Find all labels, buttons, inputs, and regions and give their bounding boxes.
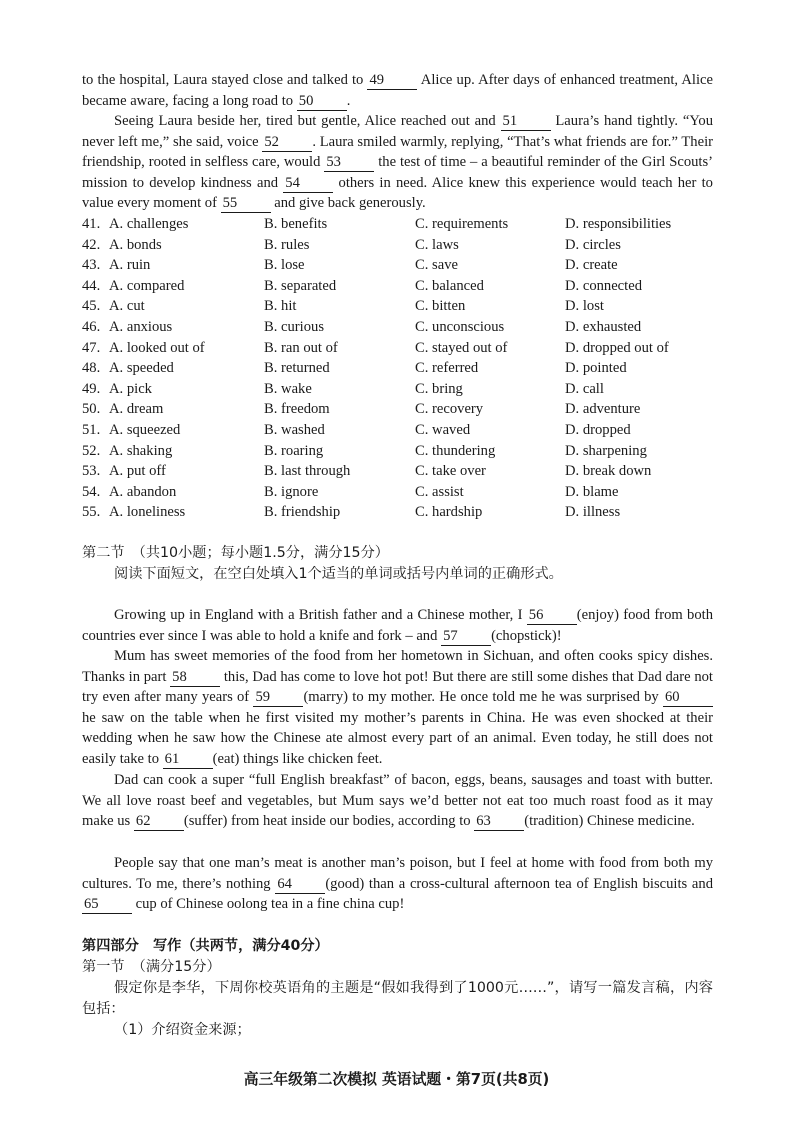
blank-57: 57 — [441, 628, 491, 646]
option-row — [82, 338, 722, 359]
text-segment: . Laura smiled warmly, replying, “That’s what friends are for.” Their friendship, rooted in selfless care, would — [82, 133, 713, 171]
option-row — [82, 276, 722, 297]
part4-prompt: 假定你是李华，下周你校英语角的主题是“假如我得到了1000元……”，请写一篇发言稿，内容包括： — [82, 980, 713, 1017]
option-b: B. curious — [264, 319, 324, 335]
page-footer: 高三年级第二次模拟 英语试题・第7页(共8页) — [243, 1071, 550, 1088]
option-d: D. adventure — [565, 401, 641, 418]
option-d: D. lost — [565, 298, 604, 315]
option-d: D. connected — [565, 277, 642, 294]
text-segment: and give back generously. — [274, 195, 426, 212]
option-d: D. create — [565, 257, 618, 274]
option-c: C. take over — [415, 463, 486, 480]
option-a: A. anxious — [109, 319, 173, 335]
text-segment: (marry) to my mother. He once told me he was surprised by — [303, 689, 659, 706]
question-number: 51. — [82, 422, 101, 438]
text-segment: this, Dad has come to love hot pot! But there are still some dishes that Dad dare not try even after many years of — [82, 668, 713, 706]
option-b: B. washed — [264, 422, 325, 438]
option-a: A. compared — [109, 277, 185, 294]
option-row — [82, 296, 722, 317]
option-row — [82, 420, 722, 441]
text-segment: (eat) things like chicken feet. — [212, 750, 383, 767]
text-segment: (enjoy) food from both countries ever since I was able to hold a knife and fork – and — [82, 607, 713, 644]
option-c: C. referred — [415, 360, 479, 377]
question-number: 42. — [82, 236, 101, 253]
option-d: D. circles — [565, 236, 621, 253]
option-b: B. returned — [264, 360, 330, 377]
blank-60: 60 — [663, 689, 713, 707]
text-segment: People say that one man’s meat is another man’s poison, but I feel at home with food from both my cultures. To me, there’s nothing — [82, 855, 713, 892]
option-c: C. waved — [415, 422, 471, 438]
question-number: 52. — [82, 442, 101, 459]
option-b: B. hit — [264, 298, 297, 315]
question-number: 53. — [82, 463, 101, 480]
option-row — [82, 441, 722, 462]
question-number: 48. — [82, 360, 101, 377]
part4-item1: （1）介绍资金来源； — [114, 1022, 251, 1038]
option-a: A. bonds — [109, 236, 162, 253]
part4-section1: 第一节 （满分15分） — [82, 959, 221, 975]
option-d: D. responsibilities — [565, 216, 672, 232]
option-row — [82, 214, 722, 235]
option-row — [82, 317, 722, 338]
option-row — [82, 255, 722, 276]
option-b: B. wake — [264, 380, 312, 397]
option-b: B. ran out of — [264, 339, 338, 356]
option-d: D. dropped out of — [565, 339, 669, 356]
text-segment: Dad can cook a super “full English breakfast” of bacon, eggs, beans, sausages and toast with butter. We all love roast beef and vegetables, but Mum says we’d better not eat too much roast food as it may make us — [82, 772, 713, 830]
option-a: A. shaking — [109, 442, 173, 459]
option-c: C. laws — [415, 236, 459, 253]
blank-49: 49 — [367, 72, 417, 90]
option-c: C. save — [415, 257, 458, 274]
text-segment: Laura’s hand tightly. “You never left me,” she said, voice — [82, 113, 713, 150]
text-segment: (chopstick)! — [491, 627, 562, 644]
blank-54: 54 — [283, 175, 333, 193]
option-c: C. requirements — [415, 216, 509, 232]
text-segment: he saw on the table when he first visited my mother’s parents in China. He was even shocked at their wedding when he saw how the Chinese ate almost every part of an animal. Even today, he still does not easily take to — [82, 709, 713, 767]
question-number: 55. — [82, 504, 101, 521]
option-row — [82, 399, 722, 420]
option-a: A. loneliness — [109, 504, 186, 521]
option-c: C. recovery — [415, 401, 484, 418]
section2-title: 第二节 （共10小题；每小题1.5分，满分15分） — [82, 545, 389, 561]
text-segment: the test of time – a beautiful reminder of the Girl Scouts’ mission to develop kindness and — [82, 154, 714, 191]
blank-62: 62 — [134, 813, 184, 831]
text-segment: . — [346, 92, 351, 109]
option-d: D. illness — [565, 504, 621, 521]
question-number: 47. — [82, 339, 101, 356]
passage2-paragraph-4 — [82, 853, 713, 915]
blank-56: 56 — [527, 607, 577, 625]
question-number: 41. — [82, 216, 101, 232]
option-d: D. pointed — [565, 360, 627, 377]
question-number: 43. — [82, 257, 101, 274]
question-number: 44. — [82, 277, 101, 294]
blank-51: 51 — [501, 113, 551, 131]
text-segment: (tradition) Chinese medicine. — [524, 813, 695, 830]
text-segment: (good) than a cross-cultural afternoon tea of English biscuits and — [325, 875, 713, 892]
option-b: B. lose — [264, 257, 305, 274]
text-segment: cup of Chinese oolong tea in a fine china cup! — [135, 896, 405, 913]
text-segment: Seeing Laura beside her, tired but gentle, Alice reached out and — [114, 113, 496, 129]
passage1-paragraph-2 — [82, 111, 713, 214]
option-row — [82, 235, 722, 256]
blank-63: 63 — [474, 813, 524, 831]
option-c: C. stayed out of — [415, 339, 508, 356]
option-d: D. call — [565, 380, 604, 397]
option-d: D. blame — [565, 483, 619, 500]
blank-53: 53 — [324, 154, 374, 172]
option-row — [82, 461, 722, 482]
option-c: C. bitten — [415, 298, 466, 315]
option-a: A. ruin — [109, 257, 151, 274]
text-segment: Mum has sweet memories of the food from her hometown in Sichuan, and often cooks spicy dishes. Thanks in part — [82, 648, 713, 685]
passage2-paragraph-2 — [82, 646, 713, 770]
option-a: A. looked out of — [109, 339, 205, 356]
option-b: B. last through — [264, 463, 351, 480]
option-row — [82, 482, 722, 503]
option-c: C. assist — [415, 483, 464, 500]
text-segment: (suffer) from heat inside our bodies, according to — [183, 813, 471, 830]
option-d: D. exhausted — [565, 319, 642, 335]
question-number: 54. — [82, 483, 101, 500]
option-d: D. sharpening — [565, 442, 647, 459]
option-a: A. put off — [109, 463, 166, 480]
question-number: 46. — [82, 319, 101, 335]
blank-52: 52 — [262, 134, 312, 152]
option-a: A. speeded — [109, 360, 174, 377]
option-b: B. roaring — [264, 442, 324, 459]
option-a: A. challenges — [109, 216, 189, 232]
option-c: C. balanced — [415, 277, 484, 294]
blank-59: 59 — [253, 689, 303, 707]
option-c: C. thundering — [415, 442, 496, 459]
option-a: A. squeezed — [109, 422, 181, 438]
option-a: A. pick — [109, 380, 152, 397]
question-number: 45. — [82, 298, 101, 315]
option-c: C. bring — [415, 380, 463, 397]
option-c: C. hardship — [415, 504, 483, 521]
option-d: D. break down — [565, 463, 652, 480]
option-a: A. abandon — [109, 483, 177, 500]
blank-50: 50 — [297, 93, 347, 111]
blank-65: 65 — [82, 896, 132, 914]
text-segment: to the hospital, Laura stayed close and talked to — [82, 72, 364, 88]
blank-58: 58 — [170, 669, 220, 687]
option-row — [82, 379, 722, 400]
passage2-paragraph-1 — [82, 605, 713, 646]
part4-title: 第四部分 写作（共两节，满分40分） — [82, 938, 329, 954]
option-a: A. cut — [109, 298, 145, 315]
blank-64: 64 — [275, 876, 325, 894]
option-b: B. friendship — [264, 504, 341, 521]
option-c: C. unconscious — [415, 319, 505, 335]
option-a: A. dream — [109, 401, 164, 418]
option-b: B. ignore — [264, 483, 319, 500]
option-row — [82, 502, 722, 523]
blank-61: 61 — [163, 751, 213, 769]
option-d: D. dropped — [565, 422, 631, 438]
option-b: B. rules — [264, 236, 310, 253]
option-b: B. separated — [264, 277, 337, 294]
text-segment: Growing up in England with a British father and a Chinese mother, I — [114, 607, 523, 623]
text-segment: others in need. Alice knew this experience would teach her to value every moment of — [82, 174, 713, 212]
option-row — [82, 358, 722, 379]
question-number: 50. — [82, 401, 101, 418]
question-number: 49. — [82, 380, 101, 397]
passage2-paragraph-3 — [82, 770, 713, 832]
option-b: B. benefits — [264, 216, 328, 232]
blank-55: 55 — [221, 195, 271, 213]
passage1-paragraph-1 — [82, 70, 713, 111]
option-b: B. freedom — [264, 401, 330, 418]
text-segment: Alice up. After days of enhanced treatment, Alice became aware, facing a long road to — [82, 72, 713, 109]
section2-instruction: 阅读下面短文，在空白处填入1个适当的单词或括号内单词的正确形式。 — [114, 566, 563, 582]
